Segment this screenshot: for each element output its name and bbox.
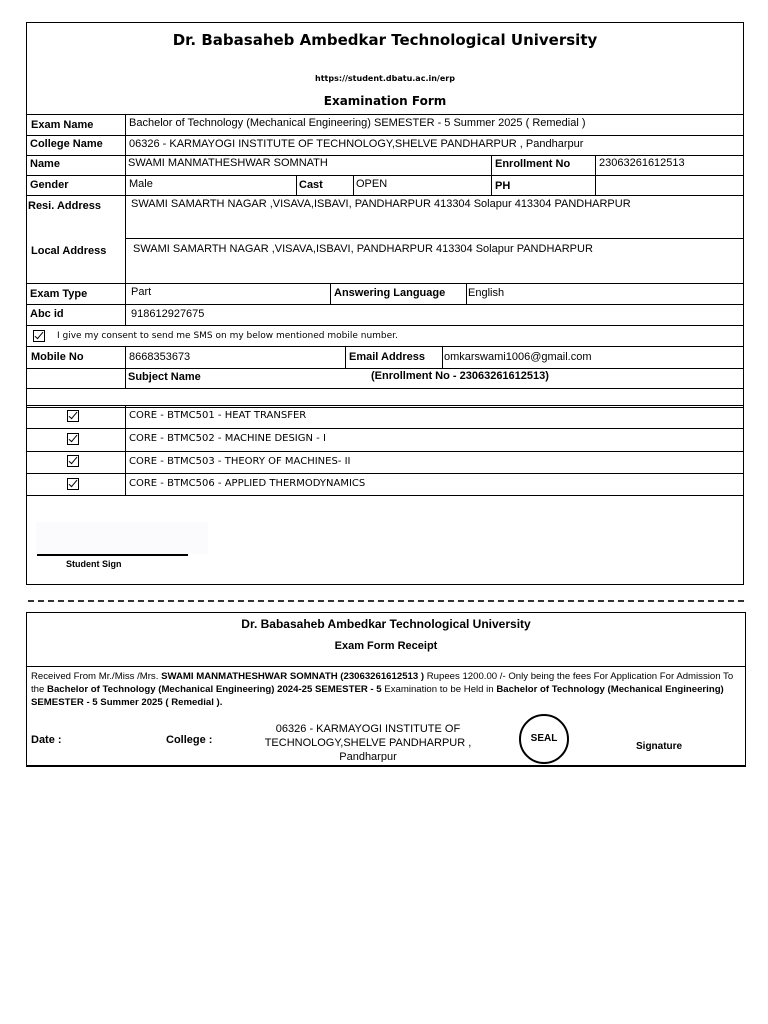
value-enrollment-no: 23063261612513 xyxy=(599,157,685,169)
value-gender: Male xyxy=(129,178,153,190)
subject-item: CORE - BTMC506 - APPLIED THERMODYNAMICS xyxy=(129,478,366,489)
signature-label: Signature xyxy=(636,741,683,752)
value-subject-enrollment: (Enrollment No - 23063261612513) xyxy=(371,370,549,382)
signature-line xyxy=(37,554,188,556)
receipt-date-label: Date : xyxy=(31,734,62,746)
receipt-text-3: Examination to be Held in xyxy=(381,684,497,695)
label-exam-name: Exam Name xyxy=(31,119,94,131)
erp-url[interactable]: https://student.dbatu.ac.in/erp xyxy=(315,74,455,83)
receipt-exam: Bachelor of Technology (Mechanical Engineering) SEMESTER - 5 Summer 2025 ( Remedial ). xyxy=(31,684,724,708)
cut-line xyxy=(28,600,744,602)
value-cast: OPEN xyxy=(356,178,388,190)
label-exam-type: Exam Type xyxy=(30,288,88,300)
receipt-text-2: Rupees 1200.00 /- Only being the fees For Application For Admission To the xyxy=(31,671,734,695)
label-college-name: College Name xyxy=(30,138,103,150)
label-gender: Gender xyxy=(30,179,69,191)
value-exam-name: Bachelor of Technology (Mechanical Engineering) SEMESTER - 5 Summer 2025 ( Remedial ) xyxy=(129,117,586,129)
value-name: SWAMI MANMATHESHWAR SOMNATH xyxy=(128,157,328,169)
form-title: Examination Form xyxy=(323,94,447,108)
label-answering-language: Answering Language xyxy=(334,287,446,299)
receipt-college-value: 06326 - KARMAYOGI INSTITUTE OF TECHNOLOGY,SHELVE PANDHARPUR , Pandharpur xyxy=(264,723,472,762)
subject-checkbox[interactable] xyxy=(67,455,79,467)
value-mobile-no: 8668353673 xyxy=(129,351,191,363)
label-ph: PH xyxy=(495,180,511,192)
subject-checkbox[interactable] xyxy=(67,478,79,490)
value-college-name: 06326 - KARMAYOGI INSTITUTE OF TECHNOLOGY,SHELVE PANDHARPUR , Pandharpur xyxy=(129,138,584,150)
subject-item: CORE - BTMC503 - THEORY OF MACHINES- II xyxy=(129,456,351,467)
label-resi-address: Resi. Address xyxy=(28,200,101,212)
subject-checkbox[interactable] xyxy=(67,410,79,422)
label-local-address: Local Address xyxy=(31,245,107,257)
receipt-university: Dr. Babasaheb Ambedkar Technological University xyxy=(241,617,531,631)
value-email-address: omkarswami1006@gmail.com xyxy=(444,351,592,363)
seal-label: SEAL xyxy=(530,733,558,744)
label-subject-name: Subject Name xyxy=(128,371,201,383)
consent-checkbox[interactable] xyxy=(33,330,45,342)
value-abc-id: 918612927675 xyxy=(131,308,205,320)
subject-item: CORE - BTMC502 - MACHINE DESIGN - I xyxy=(129,433,326,444)
receipt-title: Exam Form Receipt xyxy=(334,640,438,652)
label-cast: Cast xyxy=(299,179,323,191)
label-email-address: Email Address xyxy=(349,351,426,363)
receipt-text-1: Received From Mr./Miss /Mrs. xyxy=(31,671,162,682)
value-exam-type: Part xyxy=(131,286,152,298)
value-local-address: SWAMI SAMARTH NAGAR ,VISAVA,ISBAVI, PANDHARPUR 413304 Solapur PANDHARPUR xyxy=(133,243,593,255)
label-enrollment-no: Enrollment No xyxy=(495,158,571,170)
receipt-statement xyxy=(31,670,739,709)
consent-text: I give my consent to send me SMS on my below mentioned mobile number. xyxy=(57,331,398,341)
value-answering-language: English xyxy=(468,287,505,299)
university-title: Dr. Babasaheb Ambedkar Technological University xyxy=(172,31,598,49)
receipt-student: SWAMI MANMATHESHWAR SOMNATH (23063261612513 ) xyxy=(161,671,425,682)
label-abc-id: Abc id xyxy=(30,308,64,320)
label-name: Name xyxy=(30,158,60,170)
subject-checkbox[interactable] xyxy=(67,433,79,445)
student-sign-label: Student Sign xyxy=(66,559,122,569)
receipt-college-label: College : xyxy=(166,734,213,746)
receipt-course: Bachelor of Technology (Mechanical Engineering) 2024-25 SEMESTER - 5 xyxy=(47,684,382,695)
subject-item: CORE - BTMC501 - HEAT TRANSFER xyxy=(129,410,307,421)
value-resi-address: SWAMI SAMARTH NAGAR ,VISAVA,ISBAVI, PANDHARPUR 413304 Solapur 413304 PANDHARPUR xyxy=(131,198,631,210)
label-mobile-no: Mobile No xyxy=(31,351,84,363)
signature-area xyxy=(36,522,208,554)
